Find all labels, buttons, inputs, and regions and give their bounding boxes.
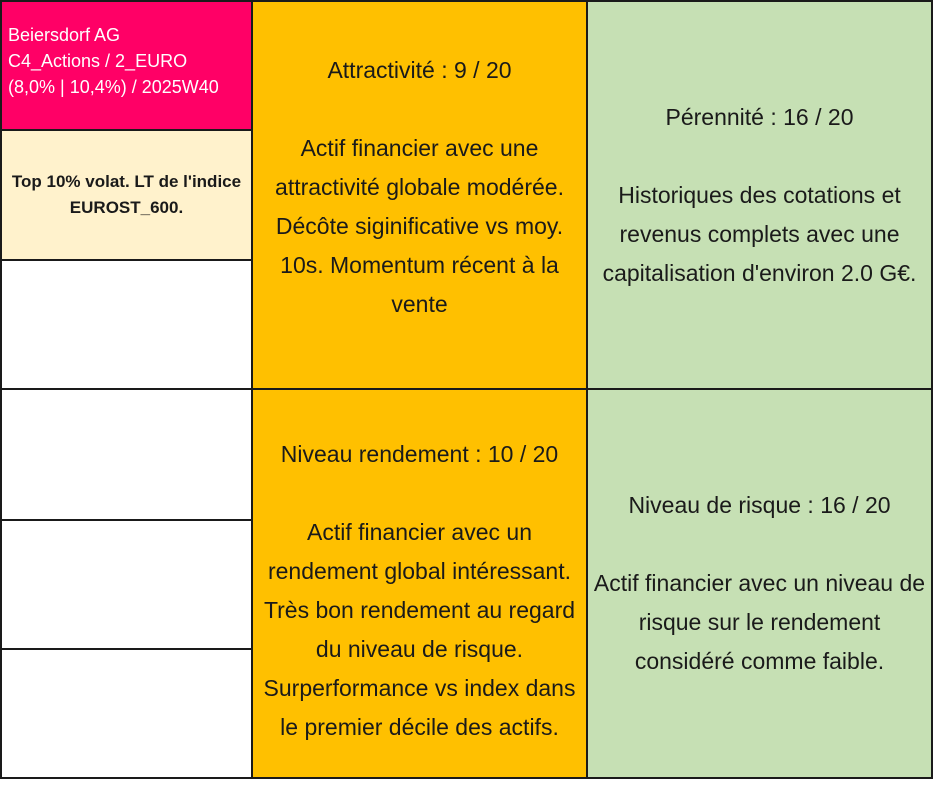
- attractivite-cell: [251, 0, 588, 390]
- risque-title: Niveau de risque : 16 / 20: [628, 492, 891, 518]
- rendement-title: Niveau rendement : 10 / 20: [280, 440, 559, 467]
- asset-header-cell: [0, 0, 253, 131]
- empty-cell: [0, 648, 253, 779]
- asset-category: C4_Actions / 2_EURO: [8, 51, 188, 71]
- empty-cell: [0, 519, 253, 650]
- perennite-title: Pérennité : 16 / 20: [665, 103, 854, 130]
- attractivite-description: Actif financier avec une attractivité globale modérée. Décôte siginificative vs moy. 10s. Momentum récent à la vente: [275, 134, 564, 317]
- attractivite-title: Attractivité : 9 / 20: [327, 56, 512, 83]
- risque-description: Actif financier avec un niveau de risque sur le rendement considéré comme faible.: [593, 570, 926, 674]
- perennite-cell: [586, 0, 933, 390]
- empty-cell: [0, 259, 253, 390]
- volatility-note: Top 10% volat. LT de l'indice EUROST_600.: [11, 172, 242, 217]
- asset-rates-period: (8,0% | 10,4%) / 2025W40: [8, 77, 219, 97]
- company-name: Beiersdorf AG: [8, 25, 121, 45]
- perennite-description: Historiques des cotations et revenus complets avec une capitalisation d'environ 2.0 G€.: [602, 181, 917, 286]
- volatility-note-cell: [0, 129, 253, 261]
- rendement-description: Actif financier avec un rendement global intéressant. Très bon rendement au regard du niveau de risque. Surperformance vs index dans le premier décile des actifs.: [263, 518, 576, 740]
- rendement-cell: [251, 388, 588, 779]
- empty-cell: [0, 388, 253, 521]
- risque-cell: [586, 388, 933, 779]
